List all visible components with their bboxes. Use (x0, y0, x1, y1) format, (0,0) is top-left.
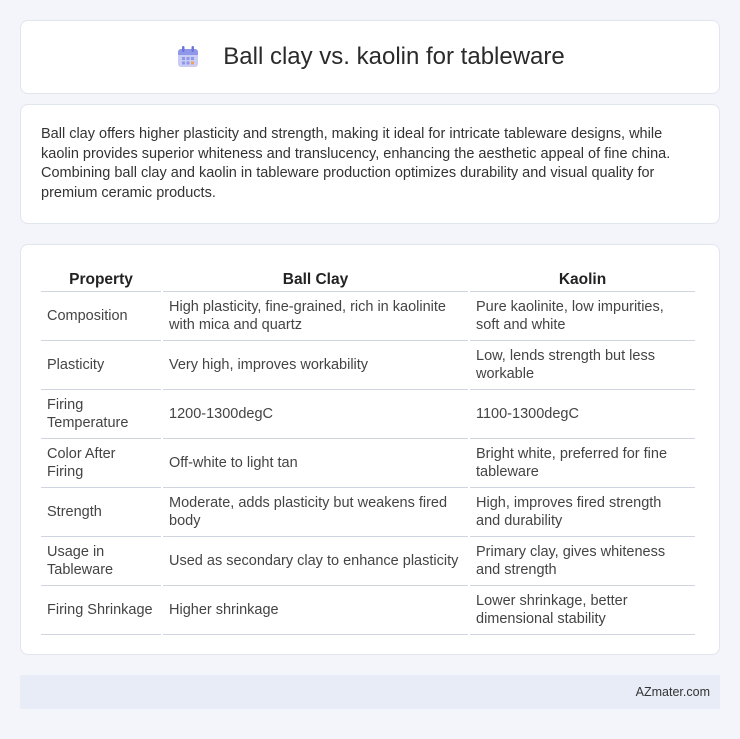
cell-property: Usage in Tableware (41, 537, 161, 586)
cell-kaolin: Bright white, preferred for fine tableware (470, 439, 695, 488)
table-row (41, 341, 695, 390)
table-row (41, 439, 695, 488)
table-row (41, 390, 695, 439)
cell-property: Firing Temperature (41, 390, 161, 439)
header-property: Property (41, 266, 161, 292)
header-kaolin: Kaolin (470, 266, 695, 292)
cell-property: Strength (41, 488, 161, 537)
table-header-row (41, 266, 695, 292)
cell-ball-clay: Moderate, adds plasticity but weakens fired body (163, 488, 468, 537)
cell-ball-clay: Off-white to light tan (163, 439, 468, 488)
table-row (41, 537, 695, 586)
cell-ball-clay: 1200-1300degC (163, 390, 468, 439)
calendar-icon (175, 44, 201, 70)
table-row (41, 586, 695, 635)
cell-kaolin: Pure kaolinite, low impurities, soft and white (470, 292, 695, 341)
cell-property: Firing Shrinkage (41, 586, 161, 635)
cell-ball-clay: Used as secondary clay to enhance plasticity (163, 537, 468, 586)
table-row (41, 292, 695, 341)
cell-ball-clay: High plasticity, fine-grained, rich in kaolinite with mica and quartz (163, 292, 468, 341)
intro-text: Ball clay offers higher plasticity and strength, making it ideal for intricate tableware designs, while kaolin provides superior whiteness and translucency, enhancing the aesthetic appeal of fine china. Combining ball clay and kaolin in tableware production optimizes durability and visual quality for premium ceramic products. (41, 126, 671, 201)
cell-kaolin: Lower shrinkage, better dimensional stability (470, 586, 695, 635)
cell-ball-clay: Higher shrinkage (163, 586, 468, 635)
cell-property: Composition (41, 292, 161, 341)
cell-kaolin: Primary clay, gives whiteness and strength (470, 537, 695, 586)
page-title: Ball clay vs. kaolin for tableware (223, 43, 565, 70)
cell-kaolin: High, improves fired strength and durability (470, 488, 695, 537)
table-row (41, 488, 695, 537)
cell-ball-clay: Very high, improves workability (163, 341, 468, 390)
header-ball-clay: Ball Clay (163, 266, 468, 292)
table-card (20, 244, 720, 655)
intro-card (20, 104, 720, 224)
footer (20, 675, 720, 709)
cell-kaolin: 1100-1300degC (470, 390, 695, 439)
cell-property: Color After Firing (41, 439, 161, 488)
comparison-table (39, 266, 697, 635)
footer-brand[interactable]: AZmater.com (635, 685, 710, 699)
title-card (20, 20, 720, 94)
cell-kaolin: Low, lends strength but less workable (470, 341, 695, 390)
cell-property: Plasticity (41, 341, 161, 390)
